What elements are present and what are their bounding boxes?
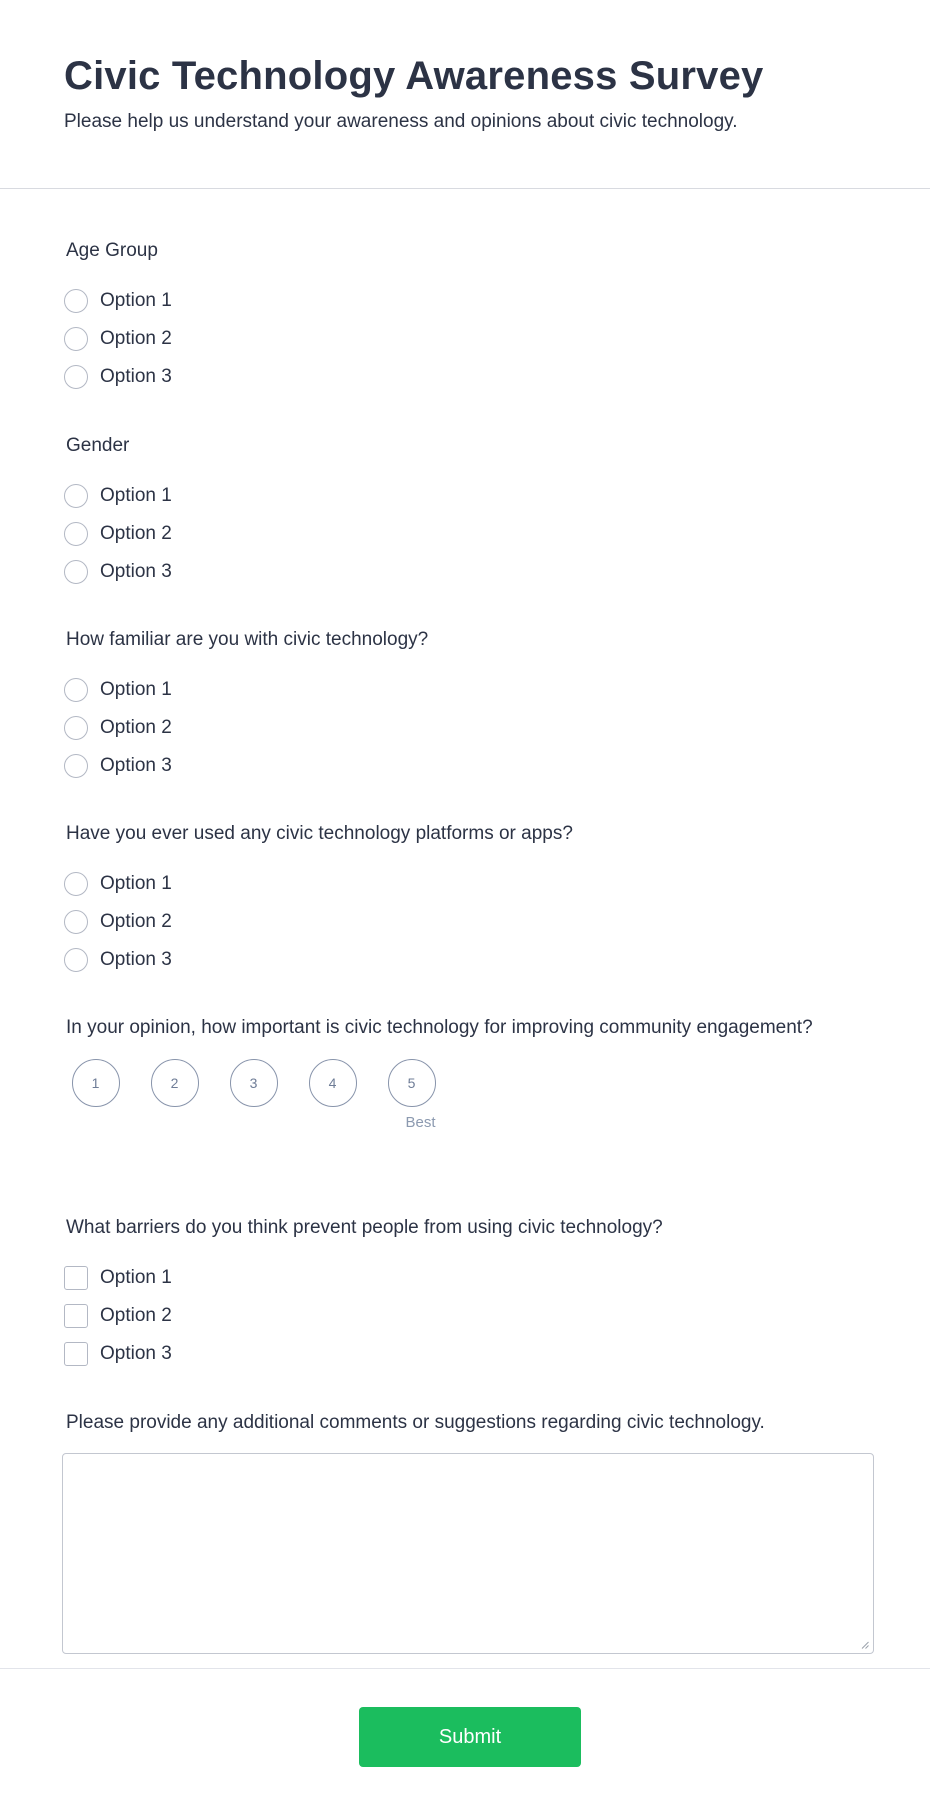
option-label: Option 3 <box>100 755 172 776</box>
radio-option[interactable] <box>64 358 874 396</box>
radio-group <box>64 477 874 591</box>
question-label: What barriers do you think prevent people from using civic technology? <box>66 1217 663 1238</box>
radio-option[interactable] <box>64 553 874 591</box>
rating-item <box>56 1059 135 1132</box>
rating-button-2[interactable]: 2 <box>151 1059 199 1107</box>
form-body <box>0 189 930 1654</box>
radio-button[interactable] <box>64 754 88 778</box>
page-title: Civic Technology Awareness Survey <box>64 54 764 98</box>
rating-button-3[interactable]: 3 <box>230 1059 278 1107</box>
radio-button[interactable] <box>64 522 88 546</box>
radio-button[interactable] <box>64 678 88 702</box>
radio-option[interactable] <box>64 477 874 515</box>
question-label: Age Group <box>66 240 158 261</box>
rating-button-5[interactable]: 5 <box>388 1059 436 1107</box>
checkbox[interactable] <box>64 1266 88 1290</box>
submit-button[interactable]: Submit <box>359 1707 581 1767</box>
radio-option[interactable] <box>64 747 874 785</box>
radio-option[interactable] <box>64 515 874 553</box>
rating-caption <box>324 1114 342 1132</box>
option-label: Option 1 <box>100 679 172 700</box>
checkbox-option[interactable] <box>64 1335 874 1373</box>
option-label: Option 3 <box>100 366 172 387</box>
question-familiarity <box>64 627 874 821</box>
rating-best-label: Best <box>405 1114 436 1131</box>
question-used-platforms <box>64 821 874 1015</box>
checkbox[interactable] <box>64 1342 88 1366</box>
rating-scale <box>56 1059 874 1132</box>
question-label: In your opinion, how important is civic technology for improving community engagement? <box>66 1017 813 1038</box>
option-label: Option 1 <box>100 873 172 894</box>
question-age-group <box>64 238 874 433</box>
option-label: Option 1 <box>100 1267 172 1288</box>
radio-group <box>64 671 874 785</box>
question-comments <box>64 1410 874 1654</box>
radio-option[interactable] <box>64 671 874 709</box>
radio-button[interactable] <box>64 484 88 508</box>
checkbox-group <box>64 1259 874 1373</box>
radio-button[interactable] <box>64 327 88 351</box>
radio-option[interactable] <box>64 903 874 941</box>
checkbox-option[interactable] <box>64 1297 874 1335</box>
rating-item <box>135 1059 214 1132</box>
radio-button[interactable] <box>64 289 88 313</box>
rating-button-4[interactable]: 4 <box>309 1059 357 1107</box>
rating-item <box>372 1059 451 1132</box>
rating-button-1[interactable]: 1 <box>72 1059 120 1107</box>
question-label: How familiar are you with civic technology? <box>66 629 429 650</box>
rating-item <box>293 1059 372 1132</box>
option-label: Option 1 <box>100 290 172 311</box>
form-header <box>0 0 930 188</box>
radio-button[interactable] <box>64 365 88 389</box>
option-label: Option 2 <box>100 328 172 349</box>
radio-option[interactable] <box>64 865 874 903</box>
question-label: Gender <box>66 435 130 456</box>
footer-divider <box>0 1668 930 1669</box>
radio-group <box>64 865 874 979</box>
option-label: Option 1 <box>100 485 172 506</box>
option-label: Option 3 <box>100 1343 172 1364</box>
checkbox[interactable] <box>64 1304 88 1328</box>
question-label: Please provide any additional comments or suggestions regarding civic technology. <box>66 1412 765 1433</box>
checkbox-option[interactable] <box>64 1259 874 1297</box>
option-label: Option 2 <box>100 911 172 932</box>
rating-item <box>214 1059 293 1132</box>
radio-option[interactable] <box>64 709 874 747</box>
radio-button[interactable] <box>64 872 88 896</box>
rating-caption <box>245 1114 263 1132</box>
option-label: Option 3 <box>100 561 172 582</box>
radio-button[interactable] <box>64 716 88 740</box>
question-importance-rating <box>64 1015 874 1215</box>
option-label: Option 2 <box>100 1305 172 1326</box>
radio-button[interactable] <box>64 560 88 584</box>
radio-button[interactable] <box>64 910 88 934</box>
radio-option[interactable] <box>64 941 874 979</box>
question-barriers <box>64 1215 874 1410</box>
question-gender <box>64 433 874 627</box>
question-label: Have you ever used any civic technology platforms or apps? <box>66 823 573 844</box>
radio-group <box>64 282 874 396</box>
radio-button[interactable] <box>64 948 88 972</box>
form-footer <box>0 1707 930 1767</box>
rating-caption <box>87 1114 105 1132</box>
option-label: Option 3 <box>100 949 172 970</box>
option-label: Option 2 <box>100 717 172 738</box>
page-subtitle: Please help us understand your awareness and opinions about civic technology. <box>64 111 738 132</box>
radio-option[interactable] <box>64 282 874 320</box>
comments-textarea[interactable] <box>62 1453 874 1654</box>
option-label: Option 2 <box>100 523 172 544</box>
rating-caption <box>166 1114 184 1132</box>
radio-option[interactable] <box>64 320 874 358</box>
resize-handle-icon[interactable] <box>861 1641 869 1649</box>
